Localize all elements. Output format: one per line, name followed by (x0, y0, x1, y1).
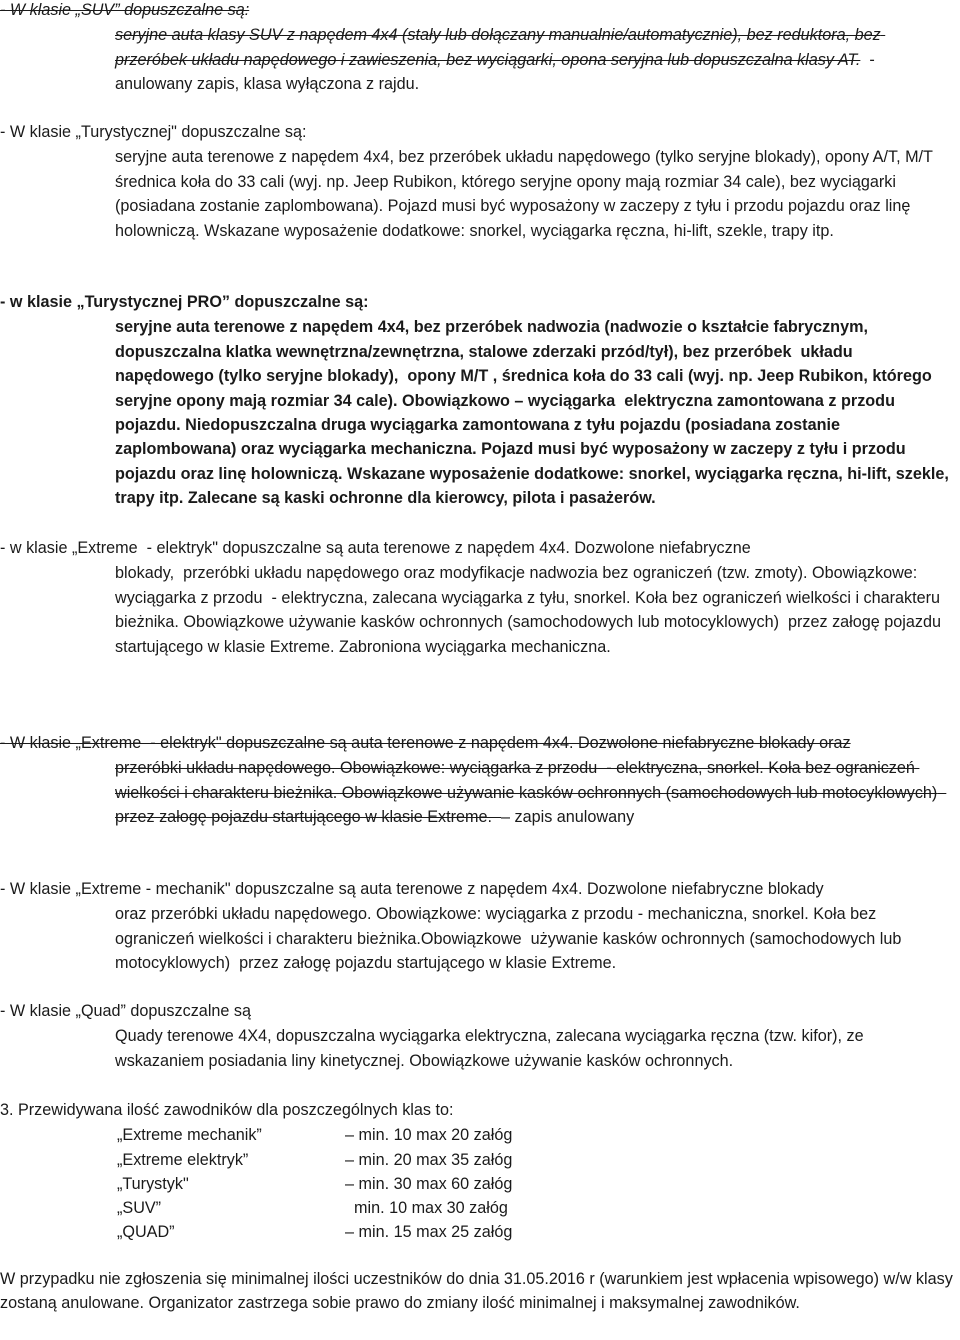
section-heading: - w klasie „Turystycznej PRO” dopuszczalne są: (0, 293, 369, 311)
class-range: min. 10 max 30 załóg (345, 1198, 508, 1217)
section-extreme-elektryk-cancelled (0, 731, 958, 830)
annotation-note: – zapis anulowany (501, 808, 635, 827)
class-range: – min. 10 max 20 załóg (345, 1126, 513, 1145)
section-heading: - w klasie „Extreme - elektryk" dopuszczalne są auta terenowe z napędem 4x4. Dozwolone niefabryczne (0, 539, 751, 557)
annotation-note: - anulowany zapis, klasa wyłączona z rajdu. (115, 50, 880, 94)
class-name: „Turystyk" (117, 1174, 189, 1193)
section-turystyczna (0, 120, 958, 243)
section-body (0, 23, 958, 96)
section-body: oraz przeróbki układu napędowego. Obowiązkowe: wyciągarka z przodu - mechaniczna, snorkel. Koła bez ograniczeń wielkości i charakteru bieżnika.Obowiązkowe używanie kasków ochronnych (samochodowych lub motocyklowych) przez załogę pojazdu startującego w klasie Extreme. (115, 905, 906, 973)
class-range: – min. 30 max 60 załóg (345, 1174, 513, 1193)
section-heading: - W klasie „Quad” dopuszczalne są (0, 1002, 252, 1020)
struck-text: seryjne auta klasy SUV z napędem 4x4 (stały lub dołączany manualnie/automatycznie), bez reduktora, bez przeróbek układu napędowego i zawieszenia, bez wyciągarki, opona seryjna lub dopuszczalna klasy AT. (115, 26, 886, 69)
section-body: seryjne auta terenowe z napędem 4x4, bez przeróbek układu napędowego (tylko seryjne blokady), opony A/T, M/T średnica koła do 33 cali (wyj. np. Jeep Rubikon, którego seryjne opony mają rozmiar 34 cale), bez wyciągarki (posiadana zostanie zaplombowana). Pojazd musi być wyposażony w zaczepy z tyłu i przodu pojazdu oraz linę holowniczą. Wskazane wyposażenie dodatkowe: snorkel, wyciągarka ręczna, hi-lift, szekle, trapy itp. (115, 148, 938, 240)
section-extreme-mechanik (0, 877, 958, 976)
section-quad (0, 999, 958, 1073)
list-item (0, 1172, 958, 1196)
class-range: – min. 20 max 35 załóg (345, 1150, 513, 1169)
section-body: seryjne auta terenowe z napędem 4x4, bez przeróbek nadwozia (nadwozie o kształcie fabrycznym, dopuszczalna klatka wewnętrzna/zewnętrzna, stalowe zderzaki przód/tył), bez przeróbek układu napędowego (tylko seryjne blokady), opony M/T , średnica koła do 33 cali (wyj. np. Jeep Rubikon, którego seryjne opony mają rozmiar 34 cale). Obowiązkowo – wyciągarka elektryczna zamontowana z przodu pojazdu. Niedopuszczalna druga wyciągarka zamontowana z tyłu pojazdu (posiadana zostanie zaplombowana) oraz wyciągarka mechaniczna. Pojazd musi być wyposażony w zaczepy z tyłu i przodu pojazdu oraz linę holowniczą. Wskazane wyposażenie dodatkowe: snorkel, wyciągarka ręczna, hi-lift, szekle, trapy itp. Zalecane są kaski ochronne dla kierowcy, pilota i pasażerów. (115, 318, 954, 508)
list-item (0, 1220, 958, 1244)
class-count-list (0, 1123, 958, 1244)
struck-text: przeróbki układu napędowego. Obowiązkowe: wyciągarka z przodu - elektryczna, snorkel. Koła bez ograniczeń wielkości i charakteru bieżnika. Obowiązkowe używanie kasków ochronnych (samochodowych lub motocyklowych) przez załogę pojazdu startującego w klasie Extreme. (115, 759, 947, 827)
class-range: – min. 15 max 25 załóg (345, 1223, 513, 1242)
section-footer-note (0, 1267, 958, 1316)
section-extreme-elektryk (0, 536, 958, 659)
list-item (0, 1148, 958, 1172)
section-heading: - W klasie „SUV” dopuszczalne są: (0, 1, 250, 19)
section-turystyczna-pro (0, 290, 958, 511)
section-suv (0, 0, 958, 97)
section-body (0, 756, 958, 829)
list-item (0, 1123, 958, 1147)
section-body: Quady terenowe 4X4, dopuszczalna wyciągarka elektryczna, zalecana wyciągarka ręczna (tzw. kifor), ze wskazaniem posiadania liny kinetycznej. Obowiązkowe używanie kasków ochronnych. (115, 1027, 869, 1070)
section-participant-counts (0, 1098, 958, 1244)
section-body: blokady, przeróbki układu napędowego oraz modyfikacje nadwozia bez ograniczeń (tzw. zmoty). Obowiązkowe: wyciągarka z przodu - elektryczna, zalecana wyciągarka z tyłu, snorkel. Koła bez ograniczeń wielkości i charakteru bieżnika. Obowiązkowe używanie kasków ochronnych (samochodowych lub motocyklowych) przez załogę pojazdu startującego w klasie Extreme. Zabroniona wyciągarka mechaniczna. (115, 564, 946, 656)
class-name: „SUV” (117, 1198, 162, 1217)
class-name: „QUAD” (117, 1223, 175, 1242)
class-name: „Extreme mechanik” (117, 1126, 262, 1145)
section-heading: - W klasie „Extreme - mechanik" dopuszczalne są auta terenowe z napędem 4x4. Dozwolone niefabryczne blokady (0, 880, 824, 898)
section-heading: - W klasie „Turystycznej" dopuszczalne są: (0, 123, 307, 141)
list-item (0, 1196, 958, 1220)
section-heading: - W klasie „Extreme - elektryk" dopuszczalne są auta terenowe z napędem 4x4. Dozwolone niefabryczne blokady oraz (0, 734, 851, 752)
footer-paragraph: W przypadku nie zgłoszenia się minimalnej ilości uczestników do dnia 31.05.2016 r (warunkiem jest wpłacenia wpisowego) w/w klasy zostaną anulowane. Organizator zastrzega sobie prawo do zmiany ilość minimalnej i maksymalnej zawodników. (0, 1270, 958, 1313)
section-heading: 3. Przewidywana ilość zawodników dla poszczególnych klas to: (0, 1101, 454, 1119)
class-name: „Extreme elektryk” (117, 1150, 249, 1169)
